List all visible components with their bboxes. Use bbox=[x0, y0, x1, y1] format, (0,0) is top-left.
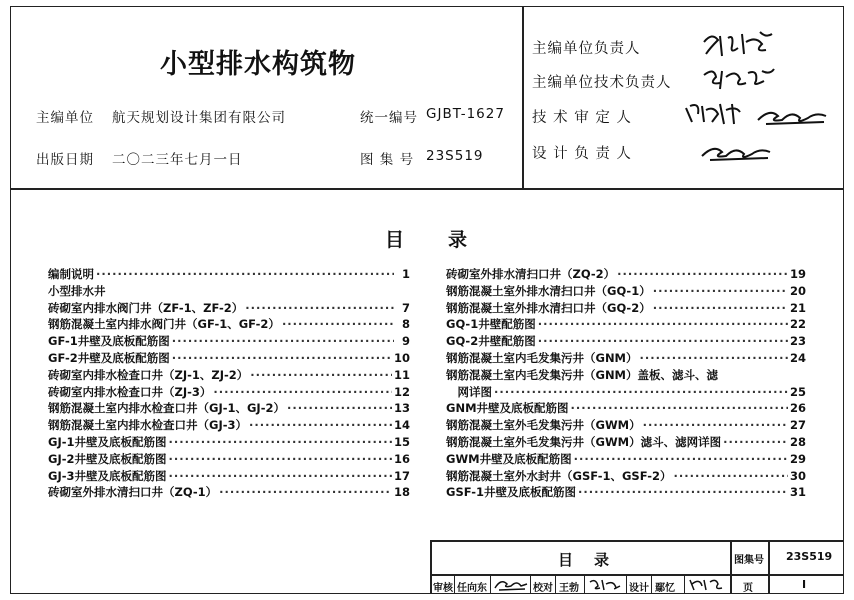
toc-entry-page: 16 bbox=[393, 451, 410, 466]
signature-designer bbox=[688, 576, 726, 592]
toc-leader-dots bbox=[169, 452, 392, 466]
toc-entry bbox=[48, 316, 410, 332]
toc-entry-page: 22 bbox=[789, 317, 806, 332]
toc-leader-dots bbox=[96, 267, 394, 281]
toc-entry-title: 编制说明 bbox=[48, 267, 94, 281]
toc-entry bbox=[446, 266, 806, 282]
tb-review-label: 审核 bbox=[433, 583, 453, 594]
chief-unit-tech-head-label: 主编单位技术负责人 bbox=[532, 75, 672, 91]
toc-entry-title: 砖砌室内排水阀门井（ZF-1、ZF-2） bbox=[48, 300, 244, 315]
tb-reviewer: 任向东 bbox=[457, 583, 487, 594]
toc-entry bbox=[48, 333, 410, 349]
date-value: 二〇二三年七月一日 bbox=[112, 152, 243, 168]
toc-entry bbox=[446, 333, 806, 349]
toc-heading: 目 录 bbox=[385, 229, 470, 251]
editor-label: 主编单位 bbox=[36, 110, 94, 126]
code-value: GJBT-1627 bbox=[426, 106, 505, 122]
toc-entry-page: 17 bbox=[393, 468, 410, 483]
date-label: 出版日期 bbox=[36, 152, 94, 168]
toc-leader-dots bbox=[653, 301, 788, 315]
toc-entry-page: 13 bbox=[393, 401, 410, 416]
toc-entry-title: GJ-1井壁及底板配筋图 bbox=[48, 435, 167, 449]
toc-entry bbox=[48, 350, 410, 366]
design-lead-label: 设 计 负 责 人 bbox=[532, 146, 632, 162]
toc-entry-title: 钢筋混凝土室外毛发集污井（GWM） bbox=[446, 418, 641, 433]
toc-entry bbox=[446, 316, 806, 332]
toc-entry bbox=[48, 451, 410, 467]
toc-entry-title: 小型排水井 bbox=[48, 283, 106, 298]
toc-entry-title: 钢筋混凝土室内毛发集污井（GNM） bbox=[446, 351, 638, 365]
toc-entry bbox=[48, 266, 410, 282]
toc-entry-page: 30 bbox=[789, 468, 806, 483]
toc-entry-title: 钢筋混凝土室内排水阀门井（GF-1、GF-2） bbox=[48, 317, 280, 332]
toc-entry-page: 21 bbox=[789, 300, 806, 315]
toc-entry-title: 砖砌室外排水清扫口井（ZQ-2） bbox=[446, 267, 616, 281]
toc-entry-title: GQ-2井壁配筋图 bbox=[446, 334, 536, 349]
atlas-label: 图 集 号 bbox=[360, 152, 415, 168]
toc-entry-title: GQ-1井壁配筋图 bbox=[446, 317, 536, 332]
tb-design-label: 设计 bbox=[629, 583, 649, 594]
title-block-left-rule bbox=[430, 540, 432, 594]
toc-entry-page: 1 bbox=[401, 267, 410, 281]
toc-leader-dots bbox=[250, 368, 392, 382]
atlas-title: 小型排水构筑物 bbox=[160, 49, 356, 80]
toc-entry-title: GF-2井壁及底板配筋图 bbox=[48, 351, 170, 365]
toc-entry bbox=[446, 484, 806, 500]
toc-entry bbox=[446, 451, 806, 467]
toc-entry bbox=[446, 384, 806, 400]
header-divider bbox=[522, 6, 524, 189]
title-block-right-rule bbox=[730, 540, 732, 594]
signature-checker bbox=[588, 576, 624, 592]
toc-entry bbox=[446, 283, 806, 299]
tb-checker: 王勃 bbox=[559, 583, 579, 594]
signature-technical-approver-1 bbox=[682, 98, 752, 128]
toc-entry bbox=[48, 384, 410, 400]
toc-entry-page: 9 bbox=[401, 334, 410, 349]
toc-entry-page: 12 bbox=[393, 384, 410, 399]
tb-sep-8 bbox=[684, 574, 685, 594]
toc-leader-dots bbox=[653, 284, 788, 298]
toc-entry-title: GJ-3井壁及底板配筋图 bbox=[48, 468, 167, 483]
toc-leader-dots bbox=[172, 351, 392, 365]
technical-approver-label: 技 术 审 定 人 bbox=[532, 110, 632, 126]
toc-entry-page: 14 bbox=[393, 418, 410, 433]
toc-entry-page: 26 bbox=[789, 401, 806, 416]
tb-sep-2 bbox=[490, 574, 491, 594]
toc-leader-dots bbox=[571, 401, 788, 415]
toc-entry-page: 27 bbox=[789, 418, 806, 433]
signature-chief-unit-tech-head bbox=[700, 63, 780, 93]
toc-entry bbox=[446, 300, 806, 316]
toc-leader-dots bbox=[249, 418, 392, 432]
toc-entry-title: GWM井壁及底板配筋图 bbox=[446, 451, 572, 466]
signature-technical-approver-2 bbox=[756, 104, 830, 128]
atlas-value: 23S519 bbox=[426, 148, 484, 164]
toc-entry bbox=[48, 468, 410, 484]
toc-leader-dots bbox=[169, 469, 392, 483]
toc-leader-dots bbox=[538, 317, 788, 331]
toc-entry-page: 20 bbox=[789, 283, 806, 298]
toc-leader-dots bbox=[674, 469, 788, 483]
toc-entry bbox=[446, 468, 806, 484]
toc-leader-dots bbox=[172, 334, 394, 348]
toc-entry-title: GF-1井壁及底板配筋图 bbox=[48, 334, 170, 349]
title-block-label-rule bbox=[768, 540, 770, 594]
tb-atlas-value: 23S519 bbox=[786, 550, 833, 563]
toc-leader-dots bbox=[287, 401, 392, 415]
toc-leader-dots bbox=[574, 452, 788, 466]
sheet-title: 目 录 bbox=[558, 551, 613, 569]
chief-unit-head-label: 主编单位负责人 bbox=[532, 41, 641, 57]
toc-entry-title: 钢筋混凝土室内排水检查口井（GJ-3） bbox=[48, 418, 247, 433]
toc-entry bbox=[446, 434, 806, 450]
toc-entry bbox=[48, 283, 410, 299]
toc-entry bbox=[446, 400, 806, 416]
title-block-top-rule bbox=[430, 540, 844, 542]
toc-leader-dots bbox=[282, 317, 394, 331]
signature-chief-unit-head bbox=[700, 28, 780, 62]
toc-entry-page: 8 bbox=[401, 317, 410, 332]
toc-entry-title: 钢筋混凝土室外排水清扫口井（GQ-2） bbox=[446, 300, 651, 315]
toc-entry-title: 网详图 bbox=[446, 384, 492, 399]
toc-entry-page: 11 bbox=[393, 367, 410, 382]
toc-entry-title: 砖砌室外排水清扫口井（ZQ-1） bbox=[48, 485, 218, 500]
toc-entry bbox=[446, 417, 806, 433]
toc-entry bbox=[48, 300, 410, 316]
tb-sep-6 bbox=[626, 574, 627, 594]
toc-entry-title: GJ-2井壁及底板配筋图 bbox=[48, 451, 167, 466]
toc-entry-title: 钢筋混凝土室外水封井（GSF-1、GSF-2） bbox=[446, 468, 672, 483]
signature-reviewer bbox=[493, 576, 529, 592]
toc-leader-dots bbox=[617, 267, 788, 281]
toc-entry-page: 28 bbox=[789, 435, 806, 449]
tb-designer: 鄢忆 bbox=[655, 583, 675, 594]
toc-entry bbox=[48, 400, 410, 416]
tb-atlas-label: 图集号 bbox=[734, 555, 764, 566]
tb-sep-4 bbox=[555, 574, 556, 594]
toc-entry-title: 砖砌室内排水检查口井（ZJ-1、ZJ-2） bbox=[48, 367, 249, 382]
tb-sep-7 bbox=[651, 574, 652, 594]
signature-design-lead bbox=[700, 140, 774, 164]
toc-leader-dots bbox=[578, 485, 788, 499]
tb-sep-1 bbox=[454, 574, 455, 594]
toc-entry-title: 钢筋混凝土室内毛发集污井（GNM）盖板、滤斗、滤 bbox=[446, 367, 719, 382]
toc-entry-page: 24 bbox=[789, 351, 806, 365]
header-bottom-rule bbox=[10, 188, 844, 190]
toc-entry-page: 18 bbox=[393, 485, 410, 500]
toc-leader-dots bbox=[494, 385, 788, 399]
toc-entry-page: 23 bbox=[789, 334, 806, 349]
toc-entry bbox=[48, 417, 410, 433]
editor-value: 航天规划设计集团有限公司 bbox=[112, 110, 286, 126]
code-label: 统一编号 bbox=[360, 110, 418, 126]
toc-entry bbox=[446, 350, 806, 366]
toc-entry-page: 31 bbox=[789, 485, 806, 500]
toc-leader-dots bbox=[169, 435, 392, 449]
toc-leader-dots bbox=[213, 385, 392, 399]
toc-entry-title: GSF-1井壁及底板配筋图 bbox=[446, 485, 576, 500]
tb-page-value: I bbox=[802, 578, 807, 591]
toc-entry-page: 10 bbox=[393, 351, 410, 365]
toc-entry-title: 钢筋混凝土室内排水检查口井（GJ-1、GJ-2） bbox=[48, 401, 285, 416]
tb-check-label: 校对 bbox=[533, 583, 553, 594]
toc-entry bbox=[48, 367, 410, 383]
tb-sep-3 bbox=[530, 574, 531, 594]
toc-leader-dots bbox=[219, 485, 392, 499]
toc-entry bbox=[48, 434, 410, 450]
toc-leader-dots bbox=[640, 351, 788, 365]
toc-entry bbox=[48, 484, 410, 500]
toc-leader-dots bbox=[245, 301, 394, 315]
toc-entry bbox=[446, 367, 806, 383]
toc-leader-dots bbox=[643, 418, 788, 432]
toc-entry-title: 钢筋混凝土室外毛发集污井（GWM）滤斗、滤网详图 bbox=[446, 435, 722, 449]
toc-entry-page: 7 bbox=[401, 300, 410, 315]
tb-page-label: 页 bbox=[743, 583, 753, 594]
toc-entry-page: 15 bbox=[393, 435, 410, 449]
toc-entry-title: GNM井壁及底板配筋图 bbox=[446, 401, 569, 416]
tb-sep-5 bbox=[584, 574, 585, 594]
toc-entry-page: 29 bbox=[789, 451, 806, 466]
toc-entry-page: 19 bbox=[789, 267, 806, 281]
toc-entry-page: 25 bbox=[789, 384, 806, 399]
toc-leader-dots bbox=[723, 435, 788, 449]
toc-entry-title: 钢筋混凝土室外排水清扫口井（GQ-1） bbox=[446, 283, 651, 298]
toc-entry-title: 砖砌室内排水检查口井（ZJ-3） bbox=[48, 384, 212, 399]
toc-leader-dots bbox=[538, 334, 788, 348]
